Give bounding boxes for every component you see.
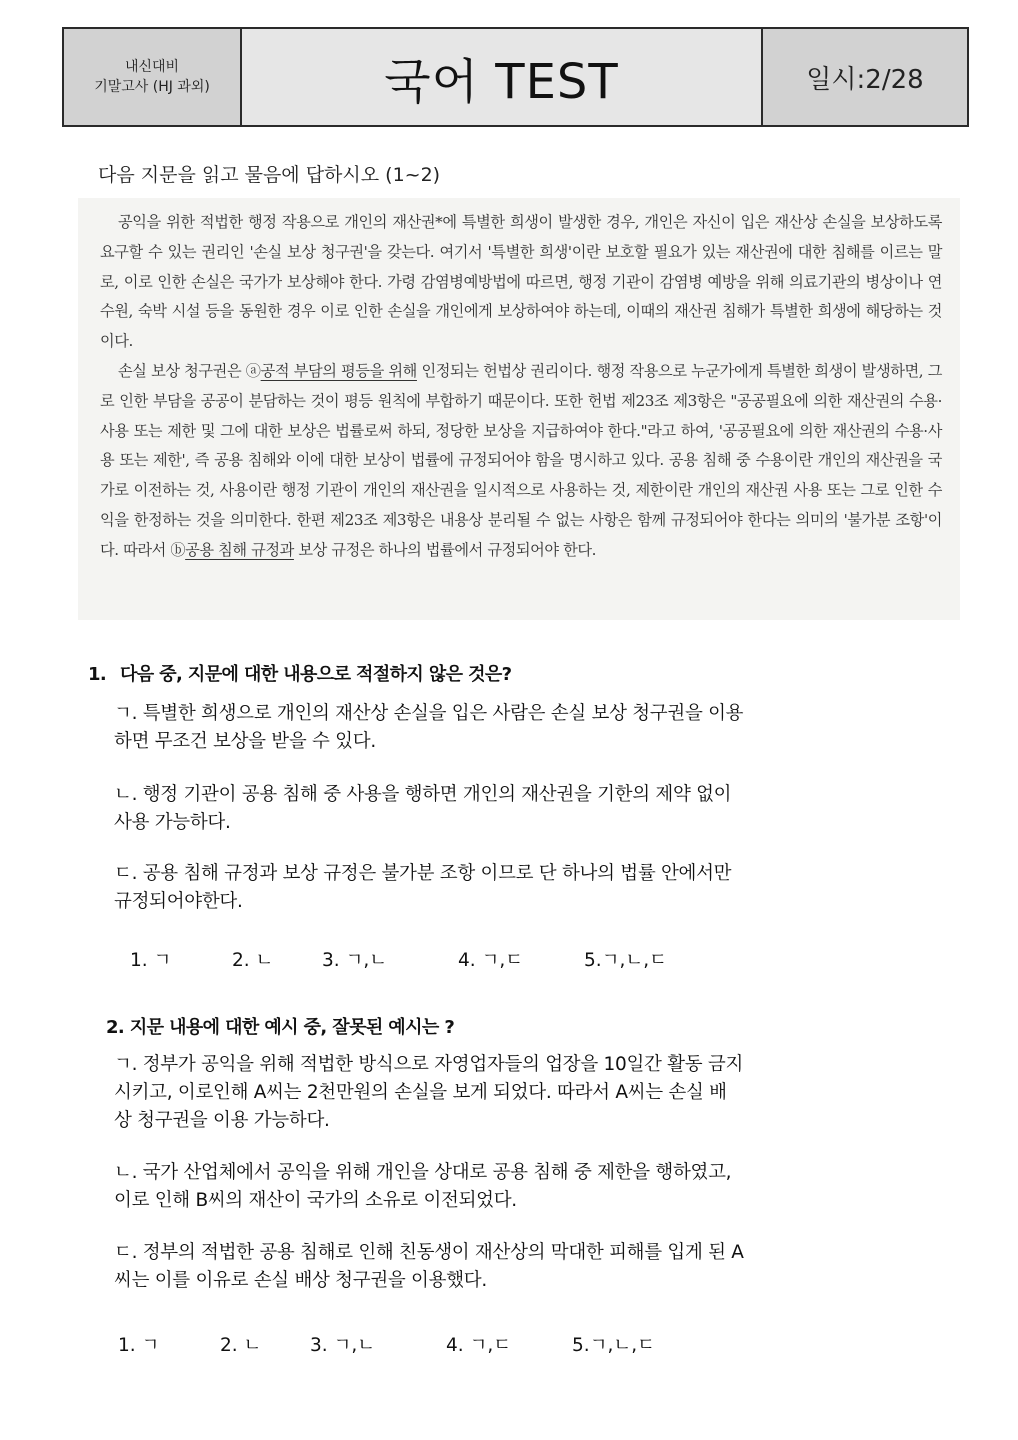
q1-answer-choices — [130, 946, 730, 972]
q1-choice-5[interactable]: 5.ㄱ,ㄴ,ㄷ — [584, 950, 668, 971]
underline-b: 공용 침해 규정과 — [185, 540, 294, 559]
test-header — [62, 27, 969, 127]
q1-statement-a: ㄱ. 특별한 희생으로 개인의 재산상 손실을 입은 사람은 손실 보상 청구권을 이용하면 무조건 보상을 받을 수 있다. — [114, 703, 744, 752]
underline-a: 공적 부담의 평등을 위해 — [260, 361, 417, 380]
passage-p2-pre: 손실 보상 청구권은 ⓐ — [118, 361, 261, 380]
q2-choice-2[interactable]: 2. ㄴ — [220, 1335, 262, 1356]
header-course-line2: 기말고사 (HJ 과외) — [94, 79, 210, 95]
q2-statement-a: ㄱ. 정부가 공익을 위해 적법한 방식으로 자영업자들의 업장을 10일간 활동 금지시키고, 이로인해 A씨는 2천만원의 손실을 보게 되었다. 따라서 A씨는 손실 배상 청구권을 이용 가능하다. — [114, 1054, 744, 1131]
instruction-text: 다음 지문을 읽고 물음에 답하시오 (1~2) — [98, 164, 441, 186]
test-date: 일시:2/28 — [761, 29, 967, 125]
header-course-label — [64, 29, 242, 125]
page-title: 국어 TEST — [242, 29, 761, 125]
q1-choice-1[interactable]: 1. ㄱ — [130, 950, 172, 971]
q1-choice-3[interactable]: 3. ㄱ,ㄴ — [322, 950, 388, 971]
passage-paragraph-2 — [100, 357, 942, 566]
q2-choice-4[interactable]: 4. ㄱ,ㄷ — [446, 1335, 512, 1356]
q1-statement-c: ㄷ. 공용 침해 규정과 보상 규정은 불가분 조항 이므로 단 하나의 법률 안에서만 규정되어야한다. — [114, 863, 732, 912]
question-1-number: 1. — [88, 664, 107, 685]
q2-statement-c: ㄷ. 정부의 적법한 공용 침해로 인해 친동생이 재산상의 막대한 피해를 입게 된 A씨는 이를 이유로 손실 배상 청구권을 이용했다. — [114, 1242, 744, 1291]
header-course-line1: 내신대비 — [124, 59, 180, 75]
passage-paragraph-1: 공익을 위한 적법한 행정 작용으로 개인의 재산권*에 특별한 희생이 발생한 경우, 개인은 자신이 입은 재산상 손실을 보상하도록 요구할 수 있는 권리인 '손실 보상 청구권'을 갖는다. 여기서 '특별한 희생'이란 보호할 필요가 있는 재산권에 대한 침해를 이르는 말로, 이로 인한 손실은 국가가 보상해야 한다. 가령 감염병예방법에 따르면, 행정 기관이 감염병 예방을 위해 의료기관의 병상이나 연수원, 숙박 시설 등을 동원한 경우 이로 인한 손실을 개인에게 보상하여야 하는데, 이때의 재산권 침해가 특별한 희생에 해당하는 것이다. — [100, 213, 942, 351]
q1-choice-4[interactable]: 4. ㄱ,ㄷ — [458, 950, 524, 971]
question-2-title: 2. 지문 내용에 대한 예시 중, 잘못된 예시는 ? — [106, 1017, 455, 1038]
reading-passage — [78, 198, 960, 620]
q2-choice-1[interactable]: 1. ㄱ — [118, 1335, 160, 1356]
q2-choice-5[interactable]: 5.ㄱ,ㄴ,ㄷ — [572, 1335, 656, 1356]
question-1-title — [88, 660, 512, 686]
passage-p2-mid: 인정되는 헌법상 권리이다. 행정 작용으로 누군가에게 특별한 희생이 발생하면, 그로 인한 부담을 공공이 분담하는 것이 평등 원칙에 부합하기 때문이다. 또한 헌법 제23조 제3항은 "공공필요에 의한 재산권의 수용·사용 또는 제한 및 그에 대한 보상은 법률로써 하되, 정당한 보상을 지급하여야 한다."라고 하여, '공공필요에 의한 재산권의 수용·사용 또는 제한', 즉 공용 침해와 이에 대한 보상이 법률에 규정되어야 함을 명시하고 있다. 공용 침해 중 수용이란 개인의 재산권을 국가로 이전하는 것, 사용이란 행정 기관이 개인의 재산권을 일시적으로 사용하는 것, 제한이란 개인의 재산권 사용 또는 그로 인한 수익을 한정하는 것을 의미한다. 한편 제23조 제3항은 내용상 분리될 수 없는 사항은 함께 규정되어야 한다는 의미의 '불가분 조항'이다. 따라서 ⓑ — [100, 361, 942, 559]
q1-choice-2[interactable]: 2. ㄴ — [232, 950, 274, 971]
passage-p2-post: 보상 규정은 하나의 법률에서 규정되어야 한다. — [293, 540, 597, 559]
q2-answer-choices — [118, 1331, 718, 1357]
q2-statement-b: ㄴ. 국가 산업체에서 공익을 위해 개인을 상대로 공용 침해 중 제한을 행하였고, 이로 인해 B씨의 재산이 국가의 소유로 이전되었다. — [114, 1162, 732, 1211]
q2-choice-3[interactable]: 3. ㄱ,ㄴ — [310, 1335, 376, 1356]
q1-statement-b: ㄴ. 행정 기관이 공용 침해 중 사용을 행하면 개인의 재산권을 기한의 제약 없이 사용 가능하다. — [114, 784, 732, 833]
question-1-text: 다음 중, 지문에 대한 내용으로 적절하지 않은 것은? — [120, 664, 512, 685]
